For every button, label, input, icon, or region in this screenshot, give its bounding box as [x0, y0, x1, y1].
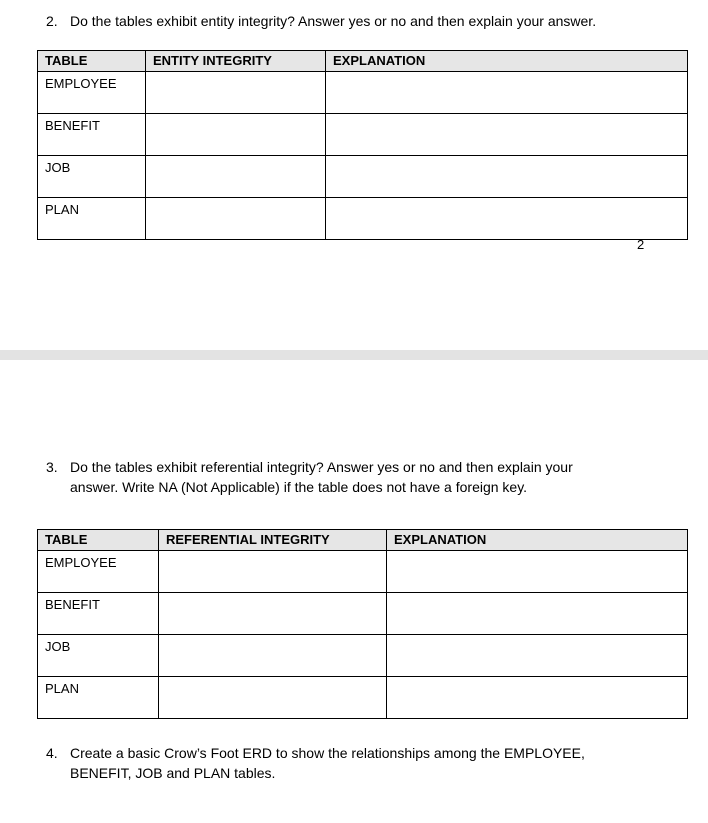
- explanation-cell[interactable]: [326, 114, 688, 156]
- table-row: [38, 72, 688, 114]
- header-cell: EXPLANATION: [387, 530, 688, 551]
- explanation-cell[interactable]: [326, 198, 688, 240]
- header-cell: REFERENTIAL INTEGRITY: [159, 530, 387, 551]
- question-text-line-1: Create a basic Crow’s Foot ERD to show the relationships among the EMPLOYEE,: [70, 745, 585, 761]
- question-number: 4.: [46, 745, 58, 761]
- integrity-answer-cell[interactable]: [146, 72, 326, 114]
- explanation-cell[interactable]: [387, 551, 688, 593]
- table-row: [38, 198, 688, 240]
- page-number: 2: [637, 237, 645, 252]
- table-row: [38, 677, 688, 719]
- integrity-answer-cell[interactable]: [159, 635, 387, 677]
- header-cell: TABLE: [38, 51, 146, 72]
- integrity-answer-cell[interactable]: [146, 156, 326, 198]
- question-text-line-1: Do the tables exhibit referential integrity? Answer yes or no and then explain your: [70, 459, 573, 475]
- integrity-answer-cell[interactable]: [159, 677, 387, 719]
- table-name-cell: EMPLOYEE: [38, 72, 146, 114]
- explanation-cell[interactable]: [326, 156, 688, 198]
- explanation-cell[interactable]: [387, 593, 688, 635]
- integrity-answer-cell[interactable]: [159, 551, 387, 593]
- table-name-cell: PLAN: [38, 198, 146, 240]
- table-header-row: [38, 530, 688, 551]
- question-text: Do the tables exhibit entity integrity? Answer yes or no and then explain your answer.: [70, 13, 597, 29]
- table-name-cell: JOB: [38, 156, 146, 198]
- question-text-line-2: answer. Write NA (Not Applicable) if the table does not have a foreign key.: [70, 479, 528, 495]
- table-row: [38, 156, 688, 198]
- entity-integrity-table: [37, 50, 688, 240]
- question-4: [46, 743, 686, 785]
- table-row: [38, 551, 688, 593]
- table-row: [38, 114, 688, 156]
- explanation-cell[interactable]: [387, 635, 688, 677]
- explanation-cell[interactable]: [387, 677, 688, 719]
- table-name-cell: PLAN: [38, 677, 159, 719]
- header-cell: ENTITY INTEGRITY: [146, 51, 326, 72]
- table-row: [38, 635, 688, 677]
- integrity-answer-cell[interactable]: [146, 114, 326, 156]
- question-number: 2.: [46, 13, 58, 29]
- table-name-cell: JOB: [38, 635, 159, 677]
- referential-integrity-table: [37, 529, 688, 719]
- table-name-cell: BENEFIT: [38, 114, 146, 156]
- question-3: [46, 457, 686, 499]
- header-cell: EXPLANATION: [326, 51, 688, 72]
- table-name-cell: EMPLOYEE: [38, 551, 159, 593]
- table-name-cell: BENEFIT: [38, 593, 159, 635]
- header-cell: TABLE: [38, 530, 159, 551]
- explanation-cell[interactable]: [326, 72, 688, 114]
- table-row: [38, 593, 688, 635]
- page-break-divider: [0, 350, 708, 360]
- table-header-row: [38, 51, 688, 72]
- question-number: 3.: [46, 459, 58, 475]
- question-text-line-2: BENEFIT, JOB and PLAN tables.: [70, 765, 276, 781]
- integrity-answer-cell[interactable]: [159, 593, 387, 635]
- integrity-answer-cell[interactable]: [146, 198, 326, 240]
